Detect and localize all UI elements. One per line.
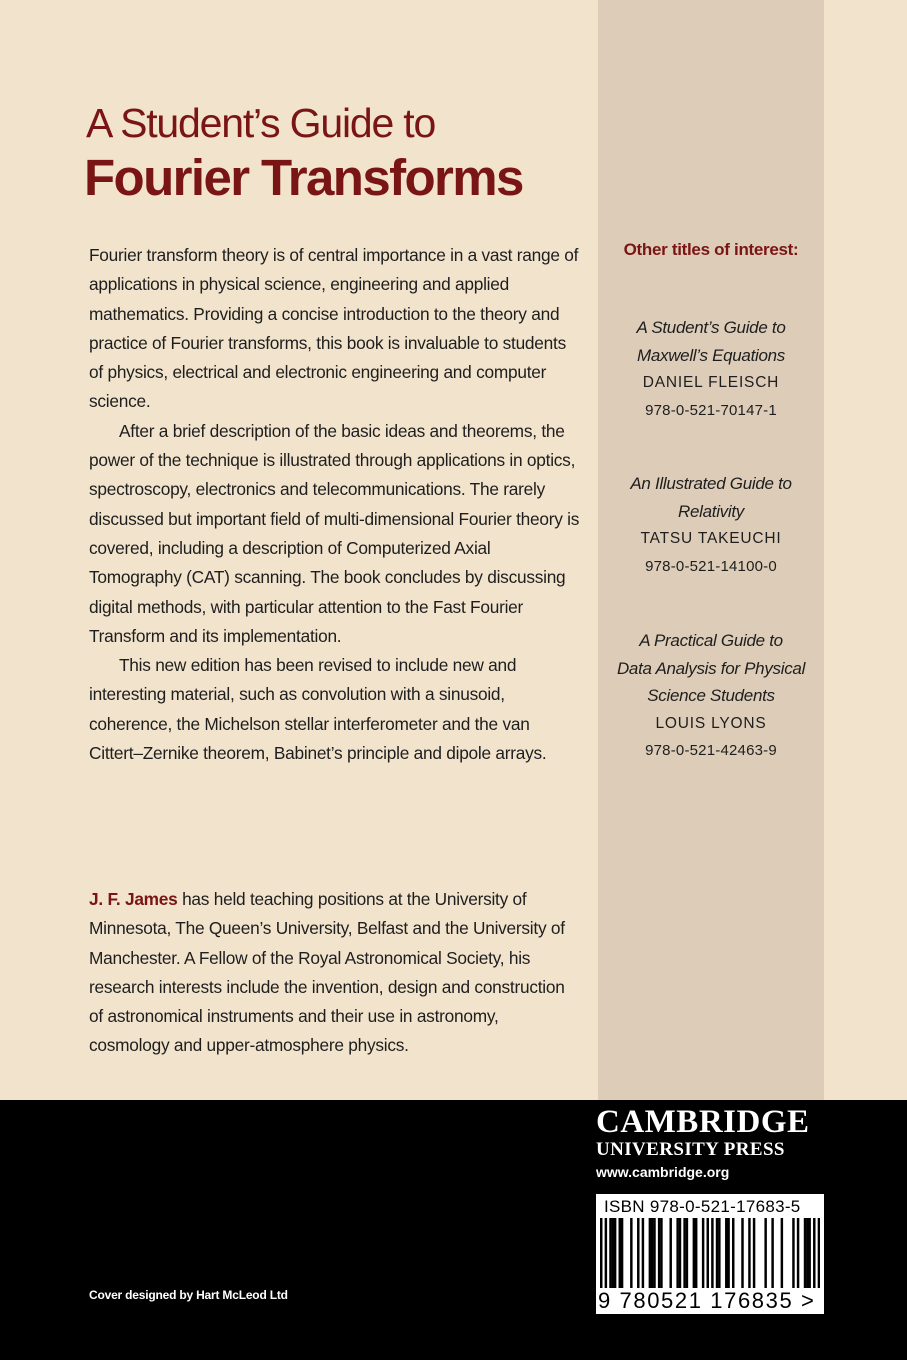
related-title-item — [598, 470, 824, 580]
barcode-bar — [642, 1218, 644, 1288]
barcode-bar — [676, 1218, 678, 1288]
barcode-bar — [600, 1218, 602, 1288]
barcode-bar — [806, 1218, 808, 1288]
book-title-line1: A Student’s Guide to — [86, 100, 436, 146]
barcode-bar — [813, 1218, 815, 1288]
barcode-bar — [808, 1218, 810, 1288]
barcode-bar — [660, 1218, 662, 1288]
publisher-subtitle: UNIVERSITY PRESS — [596, 1139, 785, 1160]
barcode-bar — [669, 1218, 671, 1288]
barcode-bar — [621, 1218, 623, 1288]
book-title-line2: Fourier Transforms — [84, 149, 523, 206]
barcode-bar — [716, 1218, 718, 1288]
barcode-bar — [727, 1218, 729, 1288]
barcode-bar — [679, 1218, 681, 1288]
book-description — [89, 241, 581, 768]
publisher-logo — [596, 1104, 826, 1180]
related-author: DANIEL FLEISCH — [642, 374, 780, 391]
barcode-bar — [711, 1218, 713, 1288]
barcode-bar — [686, 1218, 688, 1288]
related-isbn: 978-0-521-70147-1 — [645, 401, 777, 419]
barcode-bar — [630, 1218, 632, 1288]
author-bio — [89, 885, 581, 1061]
publisher-name: CAMBRIDGE — [596, 1104, 810, 1140]
barcode-bar — [702, 1218, 704, 1288]
barcode-bar — [612, 1218, 614, 1288]
related-title-line: Maxwell’s Equations — [636, 345, 785, 365]
barcode-bar — [683, 1218, 685, 1288]
related-title-item — [598, 627, 824, 765]
barcode-digits: 9 780521 176835 > — [598, 1288, 816, 1313]
related-title-line: An Illustrated Guide to — [630, 474, 792, 493]
barcode-bar — [764, 1218, 766, 1288]
barcode-bar — [792, 1218, 794, 1288]
isbn-label: ISBN 978-0-521-17683-5 — [604, 1197, 801, 1216]
other-titles-heading: Other titles of interest: — [623, 240, 799, 259]
related-author: LOUIS LYONS — [655, 714, 767, 732]
related-author: TATSU TAKEUCHI — [640, 530, 782, 547]
barcode-bar — [797, 1218, 799, 1288]
related-title-item — [598, 314, 824, 424]
barcode-bar — [605, 1218, 607, 1288]
barcode-bar — [718, 1218, 720, 1288]
barcode-bar — [818, 1218, 820, 1288]
related-isbn: 978-0-521-42463-9 — [645, 742, 777, 759]
barcode-bar — [781, 1218, 783, 1288]
barcode-bar — [609, 1218, 611, 1288]
description-paragraph: This new edition has been revised to include new and interesting material, such as convolution with a sinusoid, coherence, the Michelson stellar interferometer and the van Cittert–Zernike theorem, Babinet’s principle and dipole arrays. — [89, 655, 547, 764]
description-paragraph: After a brief description of the basic ideas and theorems, the power of the technique is illustrated through applications in optics, spectroscopy, electronics and telecommunications. The rarely discussed but important field of multi-dimensional Fourier theory is covered, including a description of Computerized Axial Tomography (CAT) scanning. The book concludes by discussing digital methods, with particular attention to the Fast Fourier Transform and its implementation. — [89, 420, 580, 646]
barcode-box — [596, 1194, 824, 1314]
barcode-bar — [693, 1218, 695, 1288]
author-bio-text: has held teaching positions at the University of Minnesota, The Queen’s University, Belfast and the University of Manchester. A Fellow of the Royal Astronomical Society, his research interests include the invention, design and construction of astronomical instruments and their use in astronomy, cosmology and upper-atmosphere physics. — [89, 889, 565, 1056]
related-title-line: Relativity — [678, 501, 744, 521]
barcode-bar — [614, 1218, 616, 1288]
related-title-line: Science Students — [647, 686, 775, 705]
description-paragraph: Fourier transform theory is of central importance in a vast range of applications in physical science, engineering and applied mathematics. Providing a concise introduction to the theory and practice of Fourier transforms, this book is invaluable to students of physics, electrical and electronic engineering and computer science. — [89, 245, 579, 412]
barcode-bar — [732, 1218, 734, 1288]
related-title-line: Data Analysis for Physical — [616, 658, 806, 678]
related-isbn: 978-0-521-14100-0 — [645, 557, 777, 575]
publisher-url: www.cambridge.org — [596, 1164, 730, 1180]
barcode-bar — [725, 1218, 727, 1288]
barcode-bar — [637, 1218, 639, 1288]
related-title-line: A Practical Guide to — [639, 631, 783, 650]
barcode-bar — [771, 1218, 773, 1288]
related-title-line: A Student’s Guide to — [636, 318, 786, 337]
author-name: J. F. James — [89, 889, 178, 909]
barcode-bar — [649, 1218, 651, 1288]
barcode-bar — [753, 1218, 755, 1288]
barcode-bar — [658, 1218, 660, 1288]
barcode-bar — [695, 1218, 697, 1288]
barcode-bar — [653, 1218, 655, 1288]
cover-credit: Cover designed by Hart McLeod Ltd — [89, 1288, 288, 1302]
barcode-bar — [651, 1218, 653, 1288]
barcode-bar — [804, 1218, 806, 1288]
barcode-bar — [748, 1218, 750, 1288]
barcode-bar — [619, 1218, 621, 1288]
barcode-bar — [707, 1218, 709, 1288]
barcode-bar — [741, 1218, 743, 1288]
barcode — [600, 1218, 820, 1288]
